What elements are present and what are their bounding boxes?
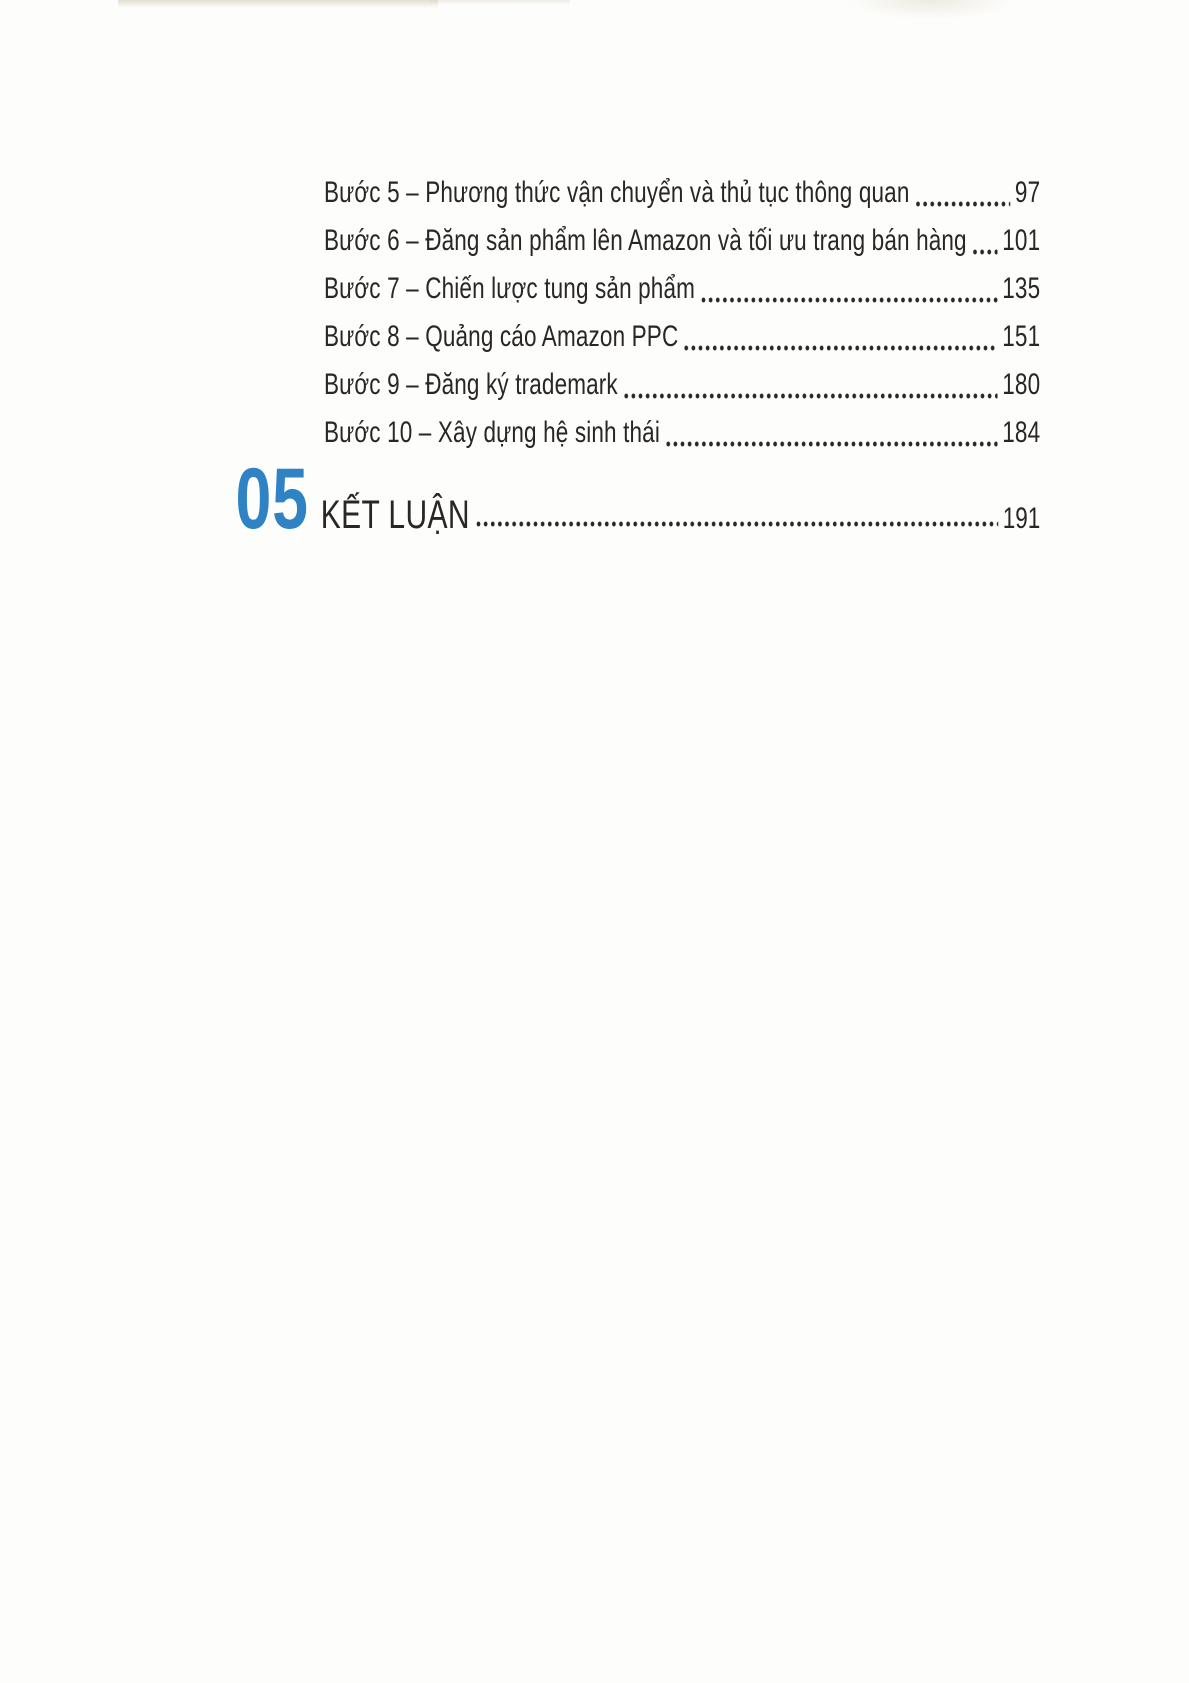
table-of-contents <box>235 169 1041 547</box>
toc-entry-label: Bước 10 – Xây dựng hệ sinh thái <box>324 416 660 449</box>
toc-entry <box>324 313 1040 361</box>
toc-entry-label: Bước 5 – Phương thức vận chuyển và thủ tục thông quan <box>324 176 910 209</box>
toc-section-row <box>235 451 1041 547</box>
toc-page-number: 180 <box>1002 368 1041 401</box>
toc-entry <box>324 217 1040 265</box>
toc-entry <box>324 169 1040 217</box>
toc-page-number: 101 <box>1002 224 1041 257</box>
toc-entry-label: Bước 9 – Đăng ký trademark <box>324 368 618 401</box>
toc-entry-label: Bước 8 – Quảng cáo Amazon PPC <box>324 320 679 353</box>
toc-page-number: 184 <box>1002 416 1041 449</box>
toc-entry <box>324 265 1040 313</box>
toc-entry-label: Bước 7 – Chiến lược tung sản phẩm <box>324 272 696 305</box>
toc-page-number: 135 <box>1002 272 1041 305</box>
dotted-leader <box>666 441 998 447</box>
toc-page-number: 191 <box>1002 502 1041 535</box>
toc-page-number: 97 <box>1014 176 1041 209</box>
dotted-leader <box>476 521 998 527</box>
dotted-leader <box>973 249 998 255</box>
toc-entry-label: Bước 6 – Đăng sản phẩm lên Amazon và tối ưu trang bán hàng <box>324 224 967 257</box>
dotted-leader <box>916 201 1011 207</box>
section-title: KẾT LUẬN <box>320 493 470 537</box>
toc-entry <box>324 361 1040 409</box>
chapter-number: 05 <box>235 451 309 547</box>
scan-edge-artifact <box>845 0 1015 20</box>
toc-entry <box>324 409 1040 457</box>
toc-list <box>324 169 1040 457</box>
scan-edge-artifact <box>118 0 438 8</box>
dotted-leader <box>684 345 997 351</box>
dotted-leader <box>701 297 998 303</box>
toc-page-number: 151 <box>1002 320 1041 353</box>
dotted-leader <box>624 393 998 399</box>
scan-edge-artifact <box>430 0 570 5</box>
